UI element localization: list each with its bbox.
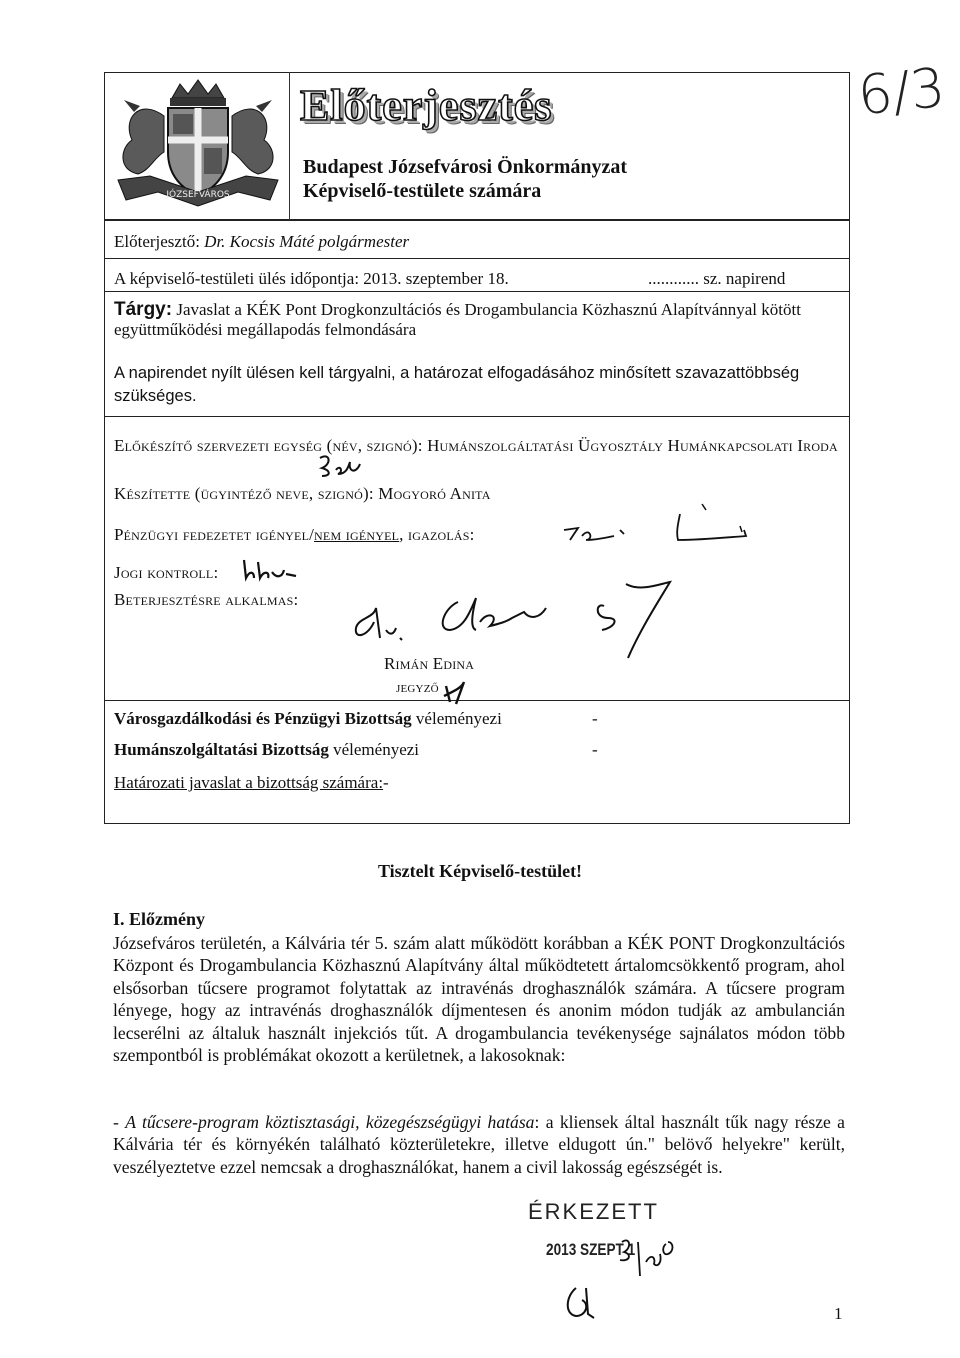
- voting-requirement: A napirendet nyílt ülésen kell tárgyalni, a határozat elfogadásához minősített szavazattöbbség szükséges.: [114, 364, 800, 405]
- document-title: Előterjesztés: [300, 81, 553, 130]
- paragraph-dash: -: [113, 1112, 126, 1132]
- legal-control: Jogi kontroll:: [114, 563, 219, 582]
- organization-line-1: Budapest Józsefvárosi Önkormányzat: [303, 156, 628, 178]
- finance-prefix: Pénzügyi fedezetet igényel/: [114, 525, 315, 544]
- row-divider: [104, 291, 850, 292]
- committee-human-services: [114, 740, 419, 760]
- row-divider: [104, 258, 850, 259]
- paragraph-background: Józsefváros területén, a Kálvária tér 5. szám alatt működött korábban a KÉK PONT Drogkonzultációs Központ és Drogambulancia Közhasznú Alapítvány által működtetett ártalomcsökkentő program, ahol elsősorban tűcsere programot folytattak az intravénás droghasználók számára. A tűcsere program lényege, hogy az intravénás droghasználók díjmentesen és anonim módon tudják az ambulancián lecserélni az általuk használt injekciós tűt. A drogambulancia tevékenysége sajnálatos módon több szempontból is problémákat okozott a kerületnek, a lakosoknak:: [113, 933, 845, 1066]
- district-crest-logo: [110, 78, 286, 212]
- crest-divider: [289, 72, 290, 220]
- notary-initial-mark: [440, 680, 468, 706]
- prepared-by: Készítette (ügyintéző neve, szignó): Mogyoró Anita: [114, 484, 491, 503]
- preparing-unit: Előkészítő szervezeti egység (név, szignó): Humánszolgáltatási Ügyosztály Humánkapcsolati Iroda: [114, 436, 838, 455]
- finance-option-underlined: nem igényel: [314, 525, 400, 544]
- presenter-label: Előterjesztő:: [114, 232, 200, 251]
- subject-line: [114, 300, 838, 340]
- received-stamp-title: ÉRKEZETT: [528, 1199, 659, 1224]
- financial-coverage: [114, 525, 475, 545]
- stamp-initials: [560, 1284, 600, 1324]
- committee-finance: [114, 709, 502, 729]
- page-number: 1: [834, 1304, 843, 1323]
- submission-approval: Beterjesztésre alkalmas:: [114, 590, 299, 609]
- signature-finance: [560, 500, 750, 544]
- handwritten-page-mark: 6/3: [854, 55, 948, 128]
- signature-notary: [340, 578, 680, 670]
- committee-finance-action: véleményezi: [415, 709, 502, 728]
- committee-human-services-action: véleményezi: [333, 740, 420, 759]
- subject-label: Tárgy:: [114, 299, 173, 320]
- committee-finance-dash: -: [592, 709, 598, 728]
- signature-legal: [240, 556, 300, 584]
- notary-name: Rimán Edina: [384, 654, 475, 673]
- agenda-number: ............ sz. napirend: [648, 269, 786, 288]
- paragraph-text: : a kliensek által használt tűk nagy része a Kálvária tér és környékén található közterületekre, illetve eldugott ún." belövő helyekre" került, veszélyeztetve ezzel nemcsak a droghasználókat, hanem a civil lakosság egészségét is.: [113, 1112, 845, 1177]
- row-divider: [104, 700, 850, 701]
- resolution-label: Határozati javaslat a bizottság számára:: [114, 773, 384, 792]
- subject-text: Javaslat a KÉK Pont Drogkonzultációs és Drogambulancia Közhasznú Alapítvánnyal kötött együttműködési megállapodás felmondására: [114, 300, 801, 339]
- resolution-dash: -: [383, 773, 389, 792]
- salutation: Tisztelt Képviselő-testület!: [377, 861, 583, 881]
- paragraph-italic-heading: A tűcsere-program köztisztasági, közegészségügyi hatása: [125, 1112, 535, 1132]
- section-heading: I. Előzmény: [113, 909, 205, 929]
- crest-banner-text: JÓZSEFVÁROS: [166, 190, 230, 200]
- committee-human-services-dash: -: [592, 740, 598, 759]
- presenter-line: [114, 232, 409, 252]
- finance-suffix: , igazolás:: [399, 525, 475, 544]
- presenter-name: Dr. Kocsis Máté polgármester: [204, 232, 410, 251]
- row-divider: [104, 416, 850, 417]
- received-stamp-date: 2013 SZEPT 1: [546, 1240, 636, 1259]
- organization-line-2: Képviselő-testülete számára: [303, 180, 542, 202]
- resolution-proposal: [114, 773, 389, 793]
- signature-preparing-unit: [316, 450, 366, 480]
- committee-human-services-name: Humánszolgáltatási Bizottság: [114, 740, 329, 759]
- stamp-handwritten-time: [614, 1232, 684, 1282]
- notary-title: jegyző: [396, 680, 439, 696]
- paragraph-needle-exchange-impact: [113, 1111, 845, 1178]
- meeting-date: A képviselő-testületi ülés időpontja: 2013. szeptember 18.: [114, 269, 509, 288]
- committee-finance-name: Városgazdálkodási és Pénzügyi Bizottság: [114, 709, 412, 728]
